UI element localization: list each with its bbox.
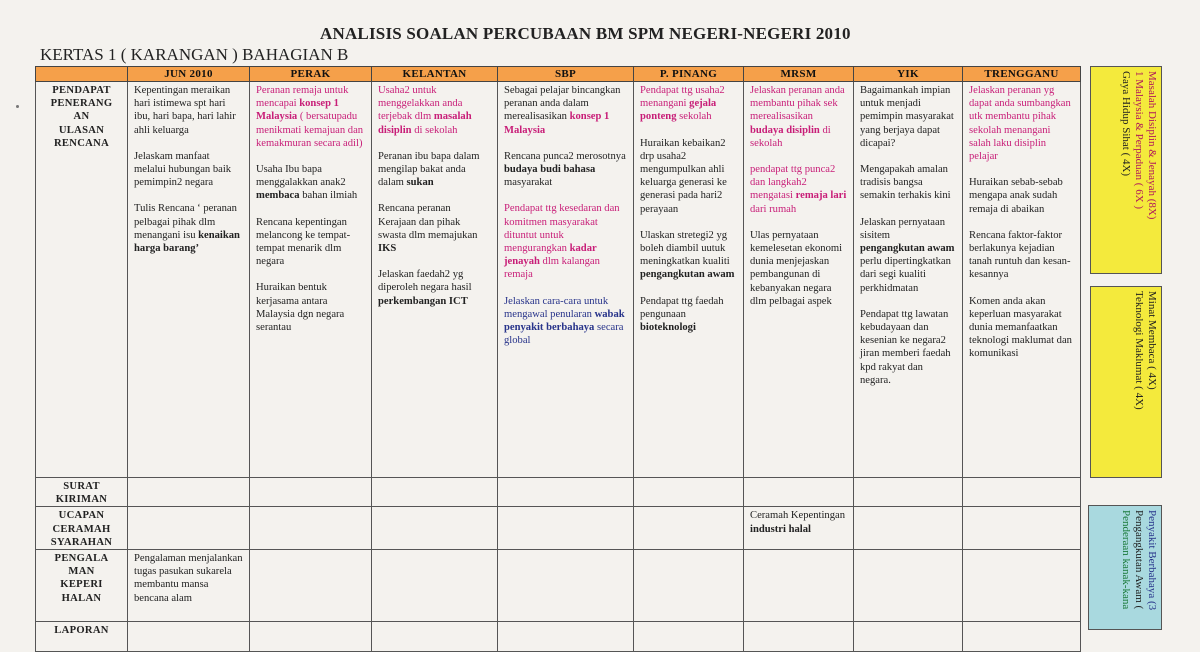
cell-mrsm-ucapan: Ceramah Kepentingan industri halal bbox=[744, 507, 854, 550]
row-ucapan bbox=[36, 507, 1081, 550]
cell-jun-pengalaman: Pengalaman menjalankan tugas pasukan sukarela membantu mansa bencana alam bbox=[128, 550, 250, 622]
topic-summary-box-3: Penyakit Berbahaya (3 Pengangkutan Awam ( Penderaan kanak-kana bbox=[1088, 505, 1162, 630]
cell-yik-pendapat: Bagaimankah impian untuk menjadi pemimpin masyarakat yang berjaya dapat dicapai? Mengapakah amalan tradisis bangsa semakin terhakis kini Jelaskan pernyataan sisitem pengangkutan awam perlu dipertingkatkan dari segi kualiti perkhidmatan Pendapat ttg lawatan kebudayaan dan kesenian ke negara2 jiran memberi faedah kpd rakyat dan negara. bbox=[854, 82, 963, 478]
column-header-kelantan: KELANTAN bbox=[372, 67, 498, 82]
row-label-laporan: LAPORAN bbox=[36, 622, 128, 652]
row-label-ucapan: UCAPAN CERAMAH SYARAHAN bbox=[36, 507, 128, 550]
header-corner bbox=[36, 67, 128, 82]
row-laporan bbox=[36, 622, 1081, 652]
cell-perak-pendapat: Peranan remaja untuk mencapai konsep 1 Malaysia ( bersatupadu menikmati kemajuan dan kemakmuran secara adil) Usaha Ibu bapa menggalakkan anak2 membaca bahan ilmiah Rencana kepentingan melancong ke tempat-tempat menarik dlm negara Huraikan bentuk kerjasama antara Malaysia dgn negara serantau bbox=[250, 82, 372, 478]
column-header-jun-2010: JUN 2010 bbox=[128, 67, 250, 82]
row-surat bbox=[36, 478, 1081, 507]
column-header-perak: PERAK bbox=[250, 67, 372, 82]
cell-kelantan-pendapat: Usaha2 untuk menggelakkan anda terjebak dlm masalah disiplin di sekolah Peranan ibu bapa dalam mengilap bakat anda dalam sukan Rencana peranan Kerajaan dan pihak swasta dlm memajukan IKS Jelaskan faedah2 yg diperoleh negara hasil perkembangan ICT bbox=[372, 82, 498, 478]
page-title: ANALISIS SOALAN PERCUBAAN BM SPM NEGERI-NEGERI 2010 bbox=[320, 24, 851, 43]
row-pengalaman bbox=[36, 550, 1081, 622]
column-header-sbp: SBP bbox=[498, 67, 634, 82]
scan-speck bbox=[16, 105, 19, 108]
row-label-pendapat: PENDAPAT PENERANG AN ULASAN RENCANA bbox=[36, 82, 128, 478]
column-header-trengganu: TRENGGANU bbox=[963, 67, 1081, 82]
cell-jun-pendapat: Kepentingan meraikan hari istimewa spt hari ibu, hari bapa, hari lahir ahli keluarga Jelaskam manfaat melalui hubungan baik pemimpin2 negara Tulis Rencana ‘ peranan pelbagai pihak dlm menangani isu kenaikan harga barang’ bbox=[128, 82, 250, 478]
cell-sbp-pendapat: Sebagai pelajar bincangkan peranan anda dalam merealisasikan konsep 1 Malaysia Rencana punca2 merosotnya budaya budi bahasa masyarakat Pendapat ttg kesedaran dan komitmen masyarakat dituntut untuk mengurangkan kadar jenayah dlm kalangan remaja Jelaskan cara-cara untuk mengawal penularan wabak penyakit berbahaya secara global bbox=[498, 82, 634, 478]
row-label-surat: SURAT KIRIMAN bbox=[36, 478, 128, 507]
analysis-table bbox=[35, 66, 1081, 652]
header-row bbox=[36, 67, 1081, 82]
cell-trengganu-pendapat: Jelaskan peranan yg dapat anda sumbangkan utk membantu pihak sekolah menangani salah laku disiplin pelajar Huraikan sebab-sebab mengapa anak sudah remaja di abaikan Rencana faktor-faktor berlakunya kejadian tanah runtuh dan kesan-kesannya Komen anda akan keperluan masyarakat dunia memanfaatkan teknologi maklumat dan komunikasi bbox=[963, 82, 1081, 478]
cell-ppinang-pendapat: Pendapat ttg usaha2 menangani gejala ponteng sekolah Huraikan kebaikan2 drp usaha2 mengumpulkan ahli keluarga generasi ke generasi pada hari2 perayaan Ulaskan stretegi2 yg boleh diambil uutuk meningkatkan kualiti pengangkutan awam Pendapat ttg faedah pengunaan bioteknologi bbox=[634, 82, 744, 478]
cell-mrsm-pendapat: Jelaskan peranan anda membantu pihak sek merealisasikan budaya disiplin di sekolah pendapat ttg punca2 dan langkah2 mengatasi remaja lari dari rumah Ulas pernyataan kemelesetan ekonomi dunia menjejaskan pembangunan di kebanyakan negara dlm pelbagai aspek bbox=[744, 82, 854, 478]
topic-summary-box-1: Masalah Disiplin & Jenayah (8X) 1 Malaysia & Perpaduan ( 6X ) Gaya Hidup Sihat ( 4X) bbox=[1090, 66, 1162, 274]
column-header-mrsm: MRSM bbox=[744, 67, 854, 82]
column-header-yik: YIK bbox=[854, 67, 963, 82]
topic-summary-box-2: Minat Membaca ( 4X) Teknologi Maklumat ( 4X) bbox=[1090, 286, 1162, 478]
column-header-p-pinang: P. PINANG bbox=[634, 67, 744, 82]
row-label-pengalaman: PENGALA MAN KEPERI HALAN bbox=[36, 550, 128, 622]
page-subtitle: KERTAS 1 ( KARANGAN ) BAHAGIAN B bbox=[40, 45, 349, 64]
row-pendapat bbox=[36, 82, 1081, 478]
